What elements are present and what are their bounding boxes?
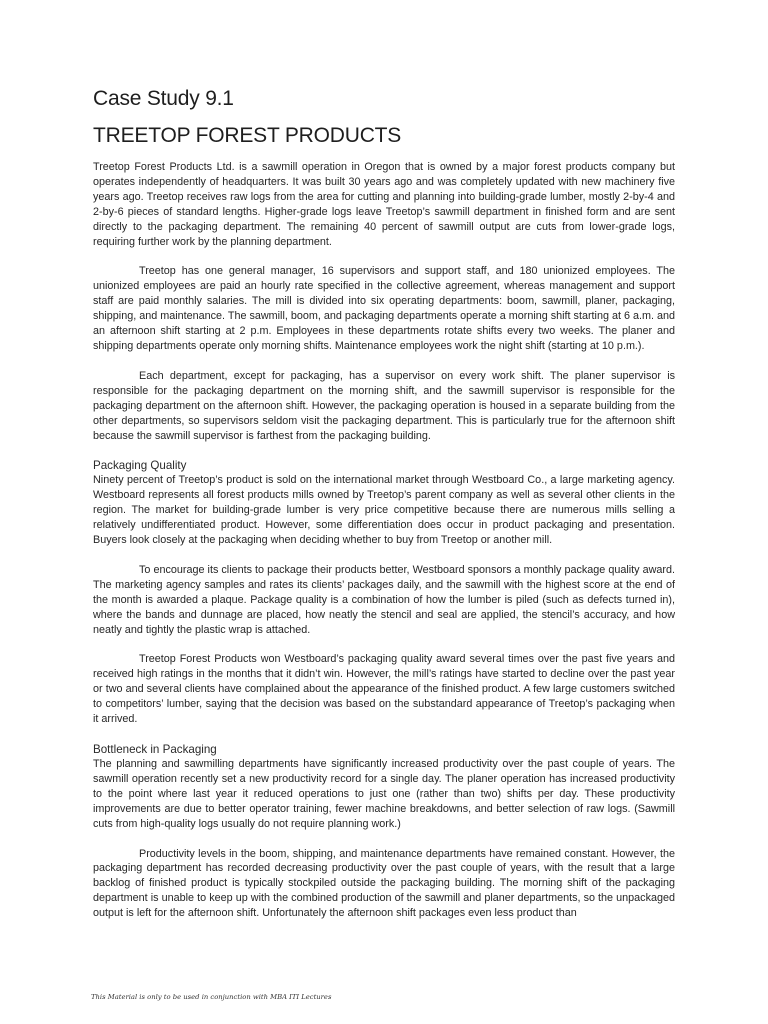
packaging-quality-paragraph-1: Ninety percent of Treetop’s product is sold on the international market through Westboard Co., a large marketing agency. Westboard represents all forest products mills owned by Treetop’s parent company as well as several other clients in the region. The market for building-grade lumber is very price competitive because there are numerous mills selling a relatively undifferentiated product. However, some differentiation does occur in product packaging and presentation. Buyers look closely at the packaging when deciding whether to buy from Treetop or another mill. — [93, 474, 675, 547]
intro-paragraph-3: Each department, except for packaging, has a supervisor on every work shift. The planer supervisor is responsible for the packaging department on the morning shift, and the sawmill supervisor is responsible for the packaging department on the afternoon shift. However, the packaging operation is housed in a separate building from the other departments, so supervisors seldom visit the packaging department. This is particularly true for the afternoon shift because the sawmill supervisor is farthest from the packaging building. — [93, 369, 675, 442]
packaging-quality-paragraph-3: Treetop Forest Products won Westboard’s packaging quality award several times over the past five years and received high ratings in the months that it didn’t win. However, the mill’s ratings have started to decline over the past year or two and several clients have complained about the appearance of the finished product. A few large customers switched to competitors’ lumber, saying that the decision was based on the substandard appearance of Treetop’s packaging when it arrived. — [93, 653, 675, 726]
section-heading-bottleneck: Bottleneck in Packaging — [93, 743, 217, 756]
intro-paragraph-1: Treetop Forest Products Ltd. is a sawmill operation in Oregon that is owned by a major forest products company but operates independently of headquarters. It was built 30 years ago and was completely updated with new machinery five years ago. Treetop receives raw logs from the area for cutting and planning into building-grade lumber, mostly 2-by-4 and 2-by-6 pieces of standard lengths. Higher-grade logs leave Treetop’s sawmill department in finished form and are sent directly to the packaging department. The remaining 40 percent of sawmill output are cuts from lower-grade logs, requiring further work by the planning department. — [93, 161, 675, 248]
paragraph-gap — [93, 354, 675, 369]
paragraph-gap — [93, 548, 675, 563]
paragraph-gap — [93, 443, 675, 458]
paragraph-gap — [93, 727, 675, 742]
page-footer-note: This Material is only to be used in conjunction with MBA ITI Lectures — [91, 993, 332, 1001]
packaging-quality-paragraph-2: To encourage its clients to package their products better, Westboard sponsors a monthly package quality award. The marketing agency samples and rates its clients’ packages daily, and the sawmill with the highest score at the end of the month is awarded a plaque. Package quality is a combination of how the lumber is piled (such as defects turned in), where the bands and dunnage are placed, how neatly the stencil and seal are applied, the stencil’s accuracy, and how neatly and tightly the plastic wrap is attached. — [93, 563, 675, 636]
case-study-title: TREETOP FOREST PRODUCTS — [93, 124, 402, 147]
document-page — [93, 86, 675, 921]
paragraph-gap — [93, 832, 675, 847]
bottleneck-paragraph-2: Productivity levels in the boom, shipping, and maintenance departments have remained constant. However, the packaging department has recorded decreasing productivity over the past couple of years, with the result that a large backlog of finished product is typically stockpiled outside the packaging building. The morning shift of the packaging department is unable to keep up with the combined production of the sawmill and planer departments, so the unpackaged output is left for the afternoon shift. Unfortunately the afternoon shift packages even less product than — [93, 847, 675, 920]
bottleneck-paragraph-1: The planning and sawmilling departments have significantly increased productivity over the past couple of years. The sawmill operation recently set a new productivity record for a single day. The planer operation has increased productivity to the point where last year it reduced operations to just one (rather than two) shifts per day. These productivity improvements are due to better operator training, fewer machine breakdowns, and better selection of raw logs. (Sawmill cuts from high-quality logs usually do not require planning work.) — [93, 758, 675, 830]
intro-paragraph-2: Treetop has one general manager, 16 supervisors and support staff, and 180 unionized employees. The unionized employees are paid an hourly rate specified in the collective agreement, whereas management and support staff are paid monthly salaries. The mill is divided into six operating departments: boom, sawmill, planer, packaging, shipping, and maintenance. The sawmill, boom, and packaging departments operate a morning shift starting at 6 a.m. and an afternoon shift starting at 2 p.m. Employees in these departments rotate shifts every two weeks. The planer and shipping departments operate only morning shifts. Maintenance employees work the night shift (starting at 10 p.m.). — [93, 265, 675, 352]
paragraph-gap — [93, 637, 675, 652]
section-heading-packaging-quality: Packaging Quality — [93, 459, 187, 473]
case-study-number: Case Study 9.1 — [93, 87, 234, 110]
paragraph-gap — [93, 249, 675, 264]
